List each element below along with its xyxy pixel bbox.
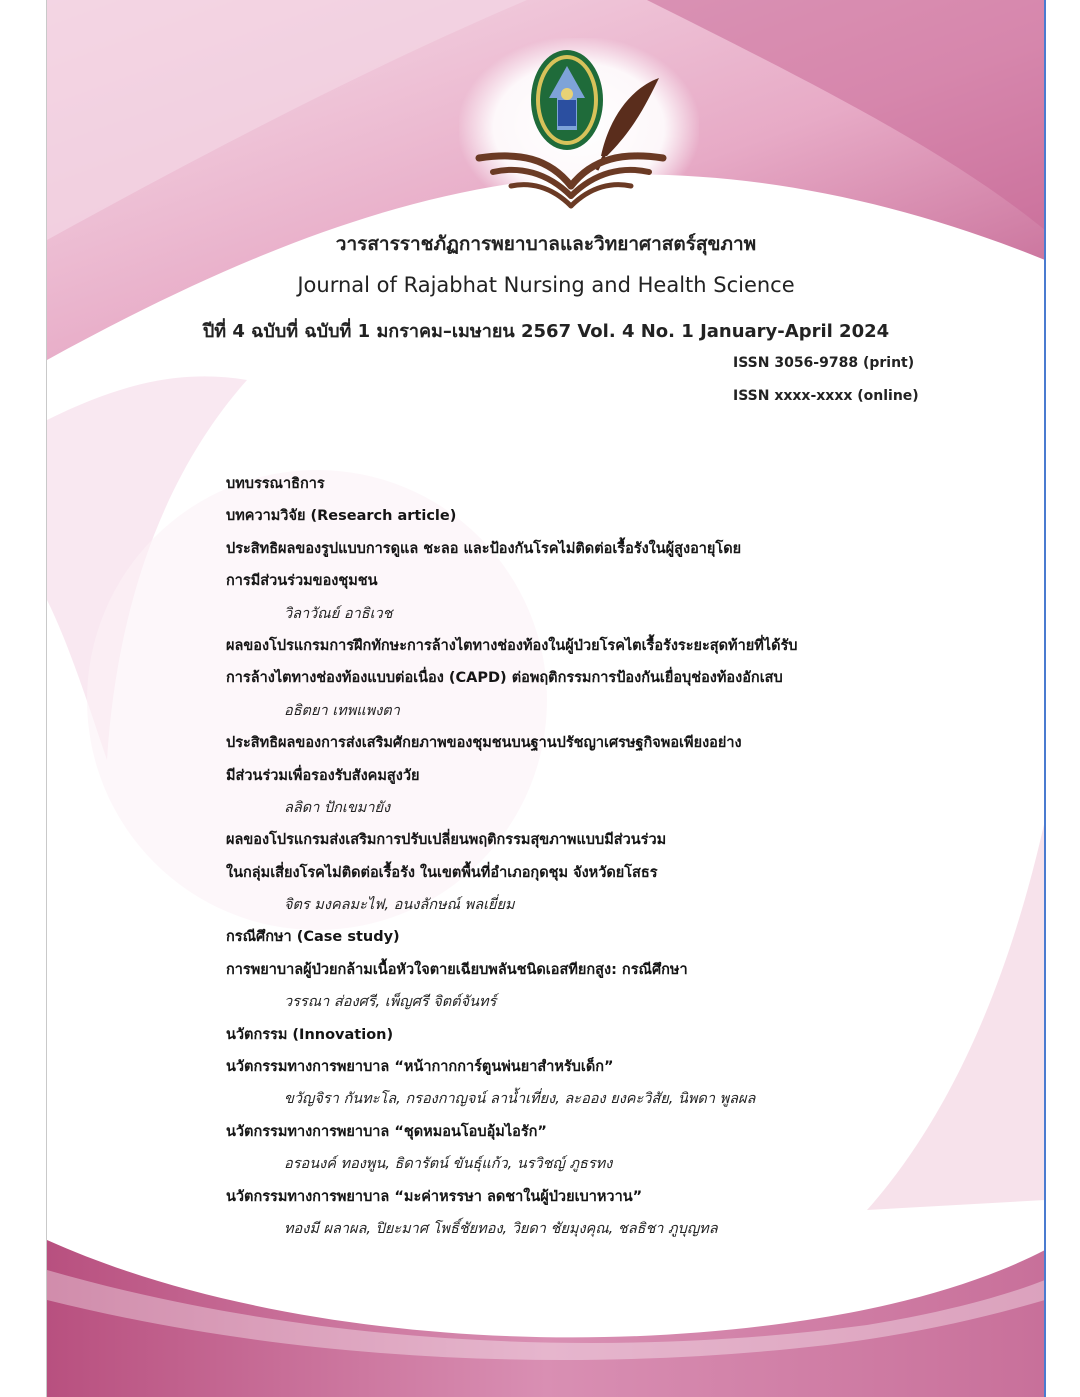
toc-article-title[interactable]: ผลของโปรแกรมการฝึกทักษะการล้างไตทางช่องท้องในผู้ป่วยโรคไตเรื้อรังระยะสุดท้ายที่ได้รับ (226, 637, 798, 654)
university-seal-icon (531, 50, 603, 150)
journal-title-thai: วารสารราชภัฏการพยาบาลและวิทยาศาสตร์สุขภาพ (335, 233, 757, 255)
issue-info: ปีที่ 4 ฉบับที่ ฉบับที่ 1 มกราคม–เมษายน 2567 Vol. 4 No. 1 January-April 2024 (202, 321, 890, 342)
issn-print: ISSN 3056-9788 (print) (733, 355, 915, 371)
page-edge-divider (1044, 0, 1046, 1397)
toc-article-title[interactable]: การมีส่วนร่วมของชุมชน (226, 573, 378, 590)
toc-article-author: อรอนงค์ ทองพูน, ธิดารัตน์ ขันธุ์แก้ว, นรวิชญ์ ภูธรทง (284, 1156, 613, 1173)
issn-online: ISSN xxxx-xxxx (online) (733, 388, 919, 404)
toc-article-title[interactable]: การล้างไตทางช่องท้องแบบต่อเนื่อง (CAPD) ต่อพฤติกรรมการป้องกันเยื่อบุช่องท้องอักเสบ (226, 670, 783, 687)
table-of-contents (226, 470, 1006, 1247)
toc-section-research: บทความวิจัย (Research article) (226, 508, 457, 525)
toc-article-author: ขวัญจิรา กันทะโล, กรองกาญจน์ ลาน้ำเที่ยง, ละออง ยงคะวิสัย, นิพดา พูลผล (284, 1091, 756, 1108)
toc-article-title[interactable]: นวัตกรรมทางการพยาบาล “มะค่าหรรษา ลดชาในผู้ป่วยเบาหวาน” (226, 1188, 643, 1205)
toc-article-title[interactable]: มีส่วนร่วมเพื่อรองรับสังคมสูงวัย (226, 767, 420, 784)
toc-article-title[interactable]: นวัตกรรมทางการพยาบาล “หน้ากากการ์ตูนพ่นยาสำหรับเด็ก” (226, 1059, 614, 1076)
toc-editorial[interactable]: บทบรรณาธิการ (226, 476, 325, 492)
journal-title-english: Journal of Rajabhat Nursing and Health Science (297, 273, 795, 297)
toc-article-author: จิตร มงคลมะไฟ, อนงลักษณ์ พลเยี่ยม (284, 897, 515, 914)
toc-article-author: วรรณา ส่องศรี, เพ็ญศรี จิตต์จันทร์ (284, 994, 497, 1011)
toc-section-innovation: นวัตกรรม (Innovation) (226, 1026, 394, 1043)
toc-article-title[interactable]: ผลของโปรแกรมส่งเสริมการปรับเปลี่ยนพฤติกรรมสุขภาพแบบมีส่วนร่วม (226, 832, 667, 849)
toc-article-author: ทองมี ผลาผล, ปิยะมาศ โพธิ์ชัยทอง, วิยดา ชัยมุงคุณ, ชลธิชา ภูบุญทล (284, 1220, 718, 1237)
toc-article-author: อธิตยา เทพแพงตา (284, 702, 400, 719)
toc-article-title[interactable]: ในกลุ่มเสี่ยงโรคไม่ติดต่อเรื้อรัง ในเขตพื้นที่อำเภอกุดชุม จังหวัดยโสธร (226, 864, 658, 881)
toc-article-title[interactable]: การพยาบาลผู้ป่วยกล้ามเนื้อหัวใจตายเฉียบพลันชนิดเอสทียกสูง: กรณีศึกษา (226, 961, 688, 978)
toc-article-author: วิลาวัณย์ อาธิเวช (284, 605, 393, 622)
toc-article-author: ลลิดา ปักเขมายัง (284, 799, 391, 816)
toc-article-title[interactable]: ประสิทธิผลของรูปแบบการดูแล ชะลอ และป้องกันโรคไม่ติดต่อเรื้อรังในผู้สูงอายุโดย (226, 540, 742, 557)
journal-logo (459, 38, 699, 218)
toc-article-title[interactable]: ประสิทธิผลของการส่งเสริมศักยภาพของชุมชนบนฐานปรัชญาเศรษฐกิจพอเพียงอย่าง (226, 735, 742, 752)
toc-section-case-study: กรณีศึกษา (Case study) (226, 929, 400, 946)
journal-cover-page (46, 0, 1045, 1397)
toc-article-title[interactable]: นวัตกรรมทางการพยาบาล “ชุดหมอนโอบอุ้มไอรัก” (226, 1123, 547, 1140)
